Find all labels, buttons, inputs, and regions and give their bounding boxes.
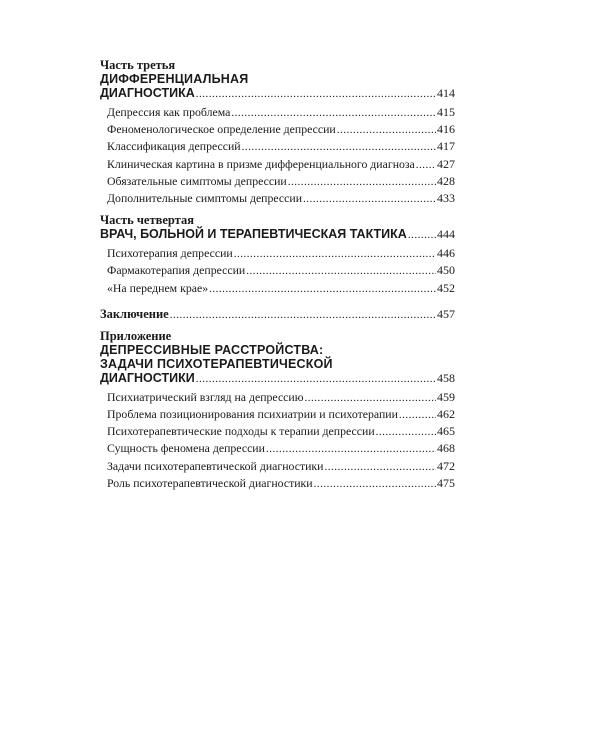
leader-dots (196, 372, 436, 386)
toc-entry-page: 472 (437, 458, 455, 473)
part-three-title-line2: ДИАГНОСТИКА (100, 86, 195, 100)
leader-dots (288, 174, 436, 190)
toc-entry-page: 452 (437, 280, 455, 295)
toc-entry-label: Проблема позиционирования психиатрии и психотерапии (107, 407, 398, 422)
toc-entry[interactable] (100, 389, 455, 406)
part-four-title: ВРАЧ, БОЛЬНОЙ И ТЕРАПЕВТИЧЕСКАЯ ТАКТИКА (100, 227, 407, 242)
leader-dots (209, 281, 436, 297)
toc-entry-label: Психотерапевтические подходы к терапии депрессии (107, 424, 375, 439)
appendix-page: 458 (437, 370, 455, 385)
toc-entry[interactable] (100, 245, 455, 262)
toc-entry-page: 428 (437, 173, 455, 188)
toc-entry-label: Обязательные симптомы депрессии (107, 173, 287, 188)
table-of-contents (100, 58, 455, 492)
toc-entry[interactable] (100, 423, 455, 440)
toc-entry[interactable] (100, 156, 455, 173)
toc-entry-page: 446 (437, 246, 455, 261)
toc-entry-label: «На переднем крае» (107, 280, 209, 295)
conclusion-row[interactable] (100, 307, 455, 322)
part-three-page: 414 (437, 86, 455, 100)
part-three-title-row[interactable] (100, 86, 455, 101)
toc-entry-label: Сущность феномена депрессии (107, 441, 265, 456)
leader-dots (408, 228, 436, 242)
part-four-page: 444 (437, 227, 455, 242)
toc-entry[interactable] (100, 406, 455, 423)
leader-dots (246, 263, 436, 279)
toc-entry-page: 415 (437, 105, 455, 119)
toc-entry-page: 416 (437, 122, 455, 137)
toc-entry[interactable] (100, 280, 455, 297)
leader-dots (314, 476, 436, 492)
leader-dots (196, 87, 436, 101)
leader-dots (303, 191, 436, 207)
leader-dots (399, 407, 436, 423)
part-three-title-line1: ДИФФЕРЕНЦИАЛЬНАЯ (100, 72, 249, 86)
toc-entry-label: Дополнительные симптомы депрессии (107, 191, 303, 206)
part-four-title-row[interactable] (100, 227, 455, 242)
appendix-label: Приложение (100, 328, 172, 343)
conclusion-page: 457 (437, 306, 455, 321)
toc-entry-page: 468 (437, 441, 455, 456)
appendix-section (100, 329, 455, 492)
leader-dots (242, 139, 436, 155)
leader-dots (416, 157, 436, 173)
part-four-label: Часть четвертая (100, 213, 194, 228)
toc-entry-label: Психотерапия депрессии (107, 246, 233, 261)
leader-dots (266, 441, 436, 457)
toc-entry-page: 465 (437, 424, 455, 439)
leader-dots (337, 122, 436, 138)
appendix-title-line2: ЗАДАЧИ ПСИХОТЕРАПЕВТИЧЕСКОЙ (100, 356, 333, 371)
conclusion-label: Заключение (100, 306, 169, 321)
leader-dots (376, 424, 436, 440)
toc-entry[interactable] (100, 173, 455, 190)
leader-dots (234, 246, 436, 262)
toc-entry-label: Роль психотерапевтической диагностики (107, 475, 313, 490)
toc-entry-label: Клиническая картина в призме дифференциального диагноза (107, 156, 415, 171)
toc-entry-page: 450 (437, 263, 455, 278)
toc-entry-label: Фармакотерапия депрессии (107, 263, 246, 278)
toc-entry-label: Задачи психотерапевтической диагностики (107, 458, 324, 473)
toc-entry-label: Депрессия как проблема (107, 105, 231, 119)
toc-entry[interactable] (100, 440, 455, 457)
toc-entry-label: Классификация депрессий (107, 139, 241, 154)
toc-entry-page: 462 (437, 407, 455, 422)
leader-dots (231, 105, 436, 121)
toc-entry[interactable] (100, 104, 455, 121)
toc-entry[interactable] (100, 475, 455, 492)
toc-entry-page: 475 (437, 475, 455, 490)
toc-entry-page: 417 (437, 139, 455, 154)
conclusion-section (100, 307, 455, 322)
leader-dots (170, 308, 436, 322)
appendix-title-line3: ДИАГНОСТИКИ (100, 370, 195, 385)
leader-dots (324, 459, 436, 475)
appendix-title-row[interactable] (100, 371, 455, 386)
appendix-title-line1: ДЕПРЕССИВНЫЕ РАССТРОЙСТВА: (100, 342, 324, 357)
toc-entry-page: 459 (437, 389, 455, 404)
toc-entry[interactable] (100, 121, 455, 138)
part-three-section (100, 58, 455, 207)
part-four-section (100, 213, 455, 297)
leader-dots (305, 390, 436, 406)
toc-entry-label: Феноменологическое определение депрессии (107, 122, 336, 137)
toc-entry[interactable] (100, 138, 455, 155)
toc-entry-page: 433 (437, 191, 455, 206)
toc-entry[interactable] (100, 262, 455, 279)
toc-entry-page: 427 (437, 156, 455, 171)
part-three-label: Часть третья (100, 58, 176, 72)
toc-entry[interactable] (100, 458, 455, 475)
toc-entry[interactable] (100, 190, 455, 207)
toc-entry-label: Психиатрический взгляд на депрессию (107, 389, 304, 404)
